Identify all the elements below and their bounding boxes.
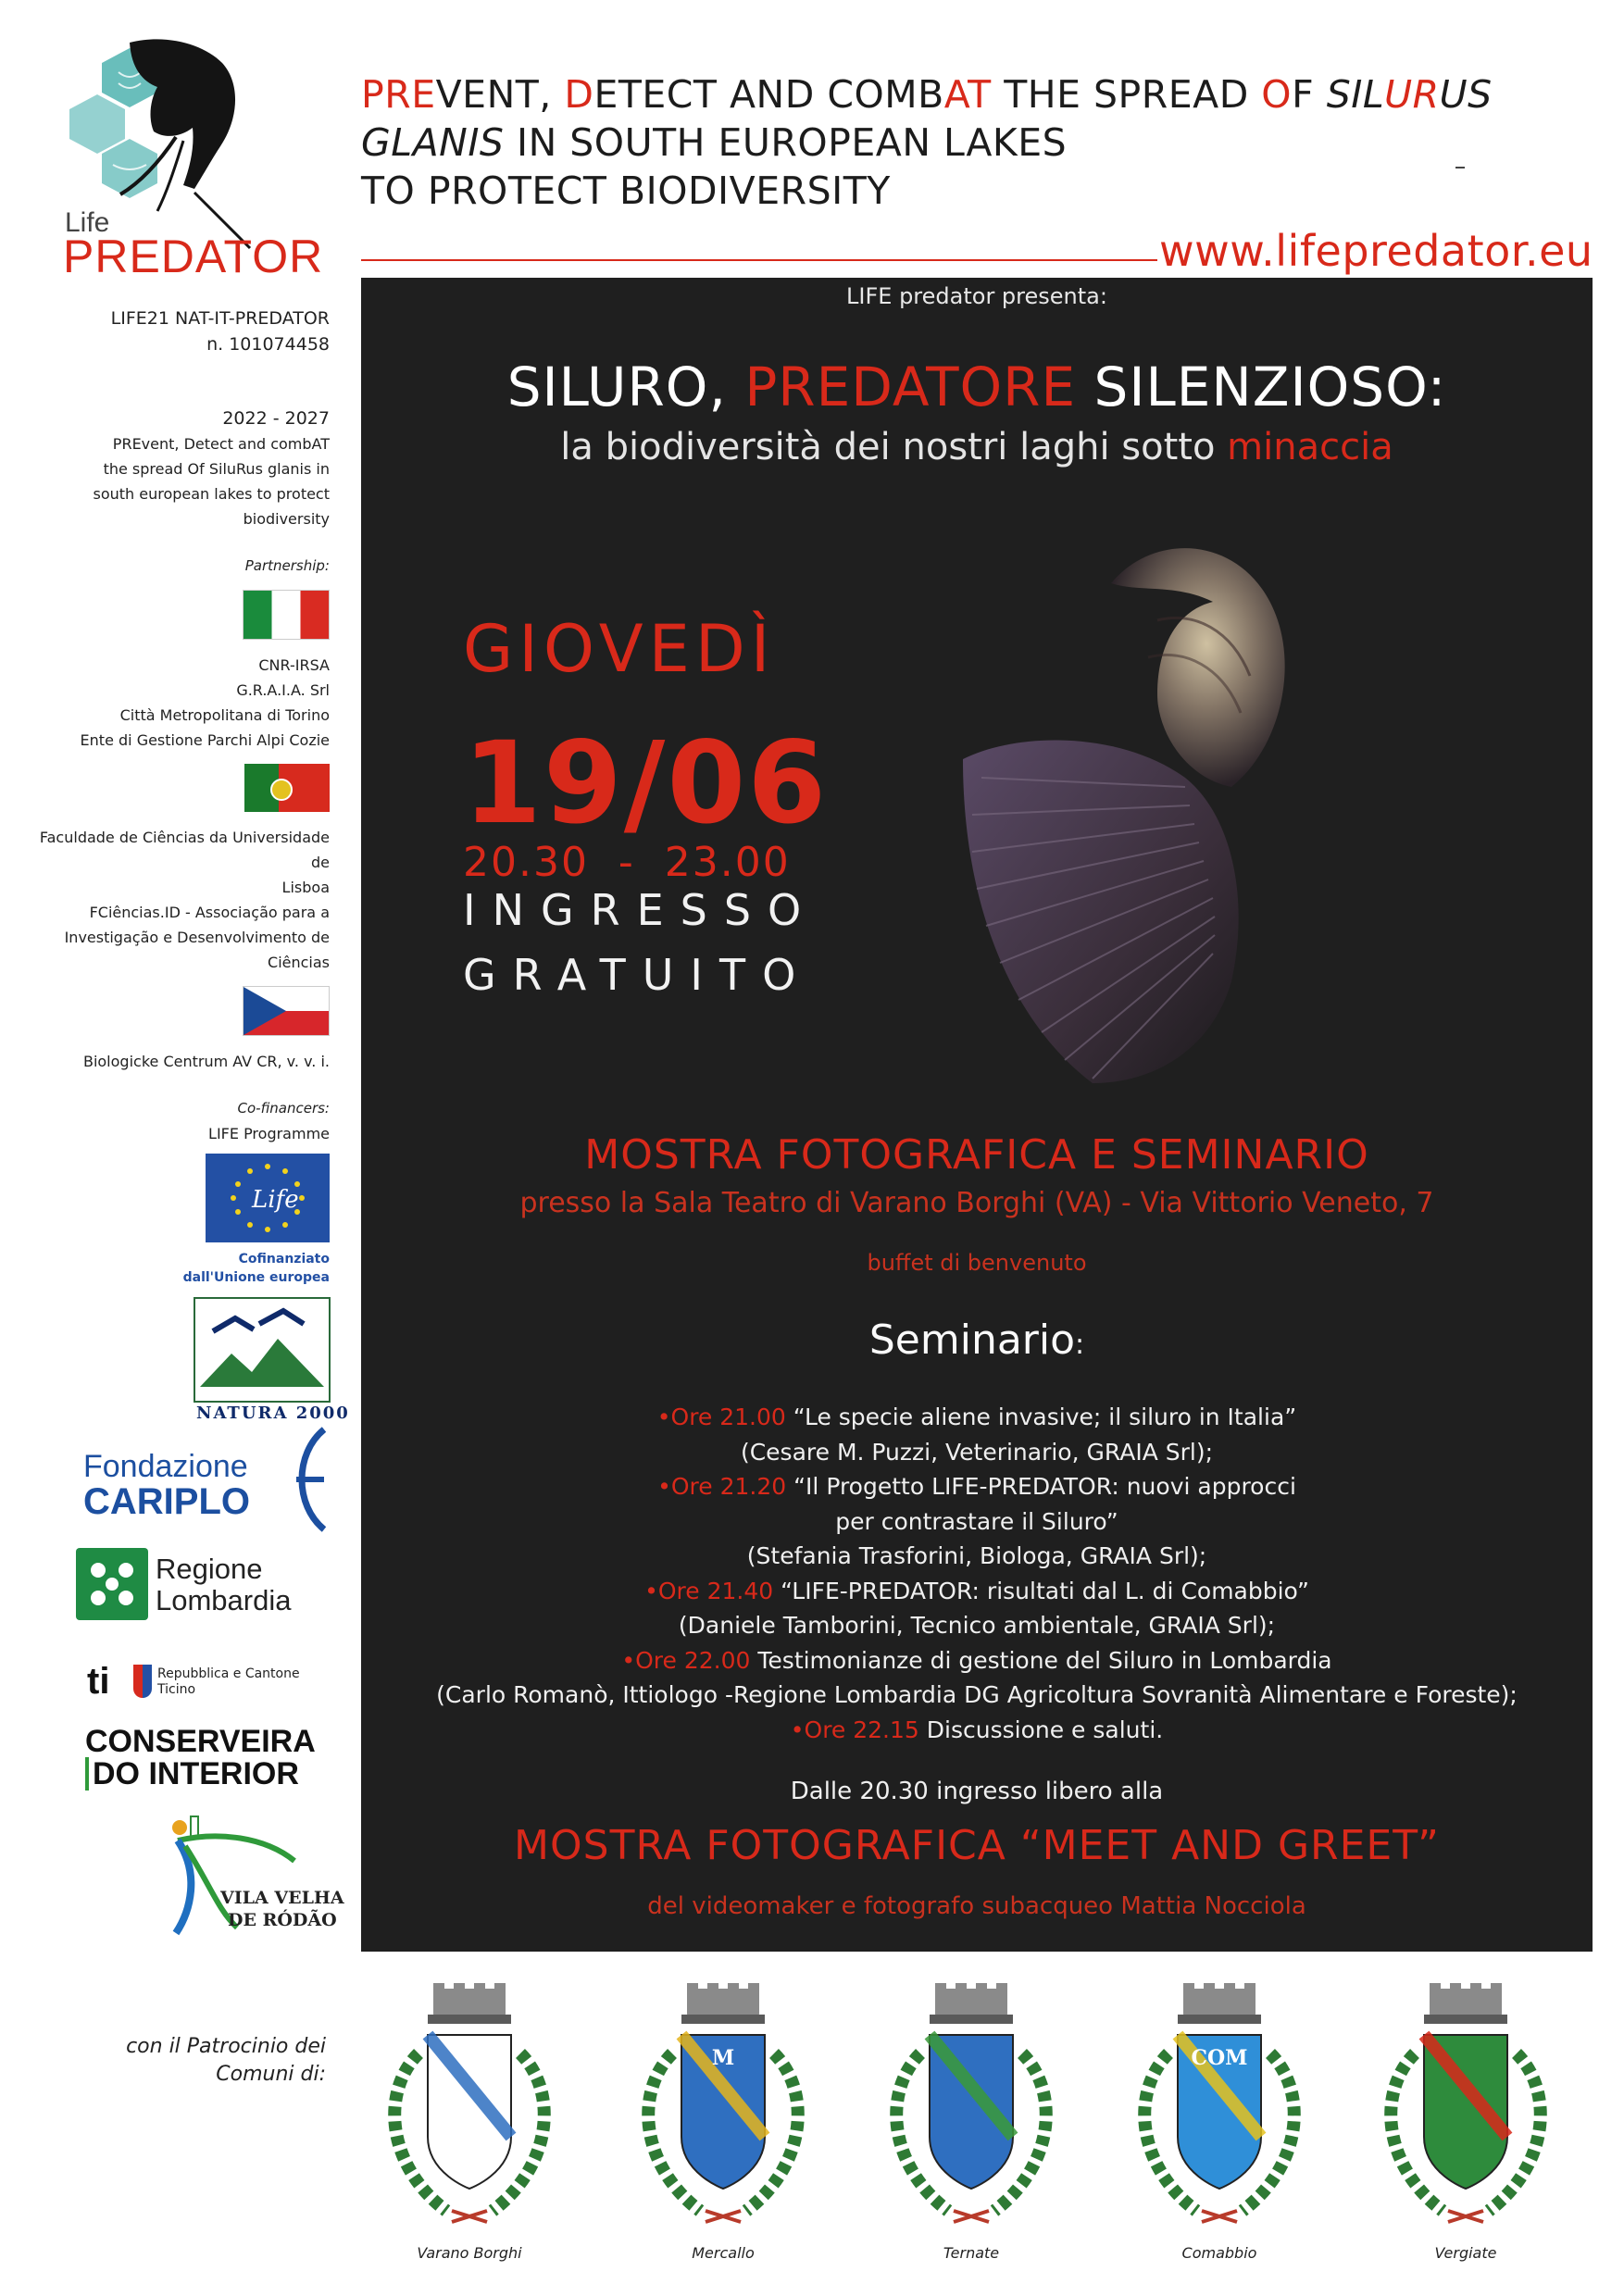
title-segment: UR bbox=[1384, 72, 1440, 117]
title-segment: IN SOUTH EUROPEAN LAKES bbox=[504, 120, 1068, 165]
partner-item: Biologicke Centrum AV CR, v. v. i. bbox=[82, 1053, 330, 1070]
program-text: (Cesare M. Puzzi, Veterinario, GRAIA Srl); bbox=[740, 1438, 1214, 1466]
summary-line: south european lakes to protect bbox=[93, 485, 330, 503]
project-title bbox=[361, 70, 1528, 215]
program-row bbox=[361, 1713, 1593, 1748]
program-text: per contrastare il Siluro” bbox=[835, 1507, 1118, 1535]
cofinancers-label: Co-financers: bbox=[237, 1100, 330, 1117]
buffet-note: buffet di benvenuto bbox=[867, 1250, 1087, 1276]
title-segment: O bbox=[1261, 72, 1293, 117]
event-date: 19/06 bbox=[463, 718, 829, 849]
program-text: “LIFE-PREDATOR: risultati dal L. di Comabbio” bbox=[773, 1577, 1309, 1604]
crest-ternate bbox=[874, 1979, 1068, 2257]
vila-velha-line: VILA VELHA bbox=[220, 1888, 344, 1908]
crest-letter: COM bbox=[1191, 2046, 1248, 2070]
program-row bbox=[361, 1504, 1593, 1540]
ticino-logo bbox=[19, 1661, 330, 1703]
bullet-icon: • bbox=[621, 1646, 636, 1674]
lombardia-rose-icon bbox=[76, 1548, 148, 1620]
event-day: GIOVEDÌ bbox=[463, 611, 776, 687]
natura-text: NATURA 2000 bbox=[196, 1404, 350, 1423]
title-segment: ETECT AND COMB bbox=[593, 72, 944, 117]
program-row bbox=[361, 1643, 1593, 1678]
patronage-label bbox=[56, 2033, 326, 2089]
title-segment: AT bbox=[943, 72, 992, 117]
italy-flag-icon bbox=[243, 590, 330, 640]
crest-varano-borghi bbox=[372, 1979, 567, 2257]
summary-line: PREvent, Detect and combAT bbox=[112, 435, 330, 453]
vila-velha-line: DE RÓDÃO bbox=[228, 1910, 337, 1930]
program-row bbox=[361, 1608, 1593, 1643]
program-text: (Stefania Trasforini, Biologa, GRAIA Srl); bbox=[746, 1542, 1207, 1569]
crest-name: Mercallo bbox=[692, 2244, 755, 2262]
partnership-label: Partnership: bbox=[244, 557, 330, 574]
event-time: 20.30 - 23.00 bbox=[463, 839, 791, 886]
event-poster bbox=[361, 278, 1593, 1952]
title-segment: VENT, bbox=[435, 72, 565, 117]
bullet-icon: • bbox=[644, 1577, 658, 1604]
life-programme-label: LIFE Programme bbox=[208, 1125, 330, 1142]
fondazione-cariplo-logo bbox=[19, 1450, 330, 1520]
bullet-icon: • bbox=[656, 1404, 671, 1430]
seminar-title-text: Seminario bbox=[868, 1316, 1076, 1364]
title-line-3: TO PROTECT BIODIVERSITY bbox=[361, 168, 891, 213]
natura-2000-logo bbox=[19, 1298, 350, 1429]
crest-name: Comabbio bbox=[1181, 2244, 1257, 2262]
program-row bbox=[361, 1678, 1593, 1713]
website-link[interactable]: www.lifepredator.eu bbox=[1159, 226, 1593, 276]
project-summary bbox=[19, 431, 330, 531]
patronage-line: Comuni di: bbox=[216, 2063, 326, 2086]
program-row bbox=[361, 1435, 1593, 1470]
event-subtitle-part: la biodiversità dei nostri laghi sotto bbox=[560, 426, 1228, 468]
ticino-text: Repubblica e Cantone bbox=[157, 1666, 300, 1681]
event-title-part: SILURO, bbox=[506, 356, 745, 418]
event-subtitle bbox=[361, 426, 1593, 468]
ticino-text: Ticino bbox=[157, 1682, 196, 1697]
patronage-line: con il Patrocinio dei bbox=[126, 2035, 326, 2058]
program-text: “Il Progetto LIFE-PREDATOR: nuovi approcci bbox=[786, 1473, 1296, 1500]
portugal-flag-icon bbox=[244, 764, 330, 812]
ticino-shield-icon bbox=[133, 1665, 152, 1698]
program-text: (Daniele Tamborini, Tecnico ambientale, GRAIA Srl); bbox=[678, 1612, 1276, 1639]
cariplo-line: Fondazione bbox=[83, 1449, 248, 1484]
partner-item: Investigação e Desenvolvimento de bbox=[64, 929, 330, 946]
bullet-icon: • bbox=[790, 1716, 805, 1743]
catfish-fin-photo bbox=[880, 509, 1398, 1111]
summary-line: the spread Of SiluRus glanis in bbox=[103, 460, 330, 478]
title-segment: THE SPREAD bbox=[991, 72, 1262, 117]
eu-caption: Cofinanziato bbox=[238, 1252, 330, 1267]
title-line-2 bbox=[361, 119, 1528, 167]
free-entry-line: GRATUITO bbox=[463, 950, 813, 1000]
seminar-title bbox=[361, 1316, 1593, 1364]
project-number: n. 101074458 bbox=[206, 334, 330, 355]
program-time: Ore 21.40 bbox=[657, 1577, 774, 1604]
program-time: Ore 22.00 bbox=[635, 1646, 751, 1674]
partner-item: FCiências.ID - Associação para a bbox=[89, 904, 330, 921]
eu-life-logo bbox=[19, 1154, 330, 1250]
title-segment: F bbox=[1292, 72, 1327, 117]
title-segment: PRE bbox=[361, 72, 436, 117]
program-text: (Carlo Romanò, Ittiologo -Regione Lombardia DG Agricoltura Sovranità Alimentare e Foreste); bbox=[436, 1681, 1518, 1708]
conserveira-line: CONSERVEIRA bbox=[85, 1724, 316, 1759]
crest-vergiate bbox=[1368, 1979, 1563, 2257]
partner-item: Ciências bbox=[268, 954, 330, 971]
crest-letter: M bbox=[711, 2046, 735, 2070]
crest-name: Vergiate bbox=[1434, 2244, 1497, 2262]
life-logo-text: Life bbox=[252, 1186, 299, 1214]
title-segment: SIL bbox=[1326, 72, 1385, 117]
program-text: “Le specie aliene invasive; il siluro in Italia” bbox=[785, 1404, 1297, 1430]
program-time: Ore 21.20 bbox=[670, 1473, 787, 1500]
program-text: Discussione e saluti. bbox=[918, 1716, 1164, 1743]
crest-name: Varano Borghi bbox=[417, 2244, 522, 2262]
title-segment: GLANIS bbox=[361, 120, 505, 165]
sidebar bbox=[19, 306, 350, 1939]
cariplo-line: CARIPLO bbox=[83, 1481, 250, 1522]
lombardia-line: Regione bbox=[156, 1553, 263, 1585]
crest-comabbio bbox=[1122, 1979, 1317, 2257]
event-title-part: SILENZIOSO: bbox=[1076, 356, 1447, 418]
bullet-icon: • bbox=[657, 1473, 671, 1500]
eu-caption: dall'Unione europea bbox=[182, 1270, 330, 1285]
partner-item: CNR-IRSA bbox=[258, 656, 330, 674]
project-period: 2022 - 2027 bbox=[222, 408, 330, 429]
program-time: Ore 22.15 bbox=[804, 1716, 919, 1743]
program-row bbox=[361, 1400, 1593, 1435]
title-line-1 bbox=[361, 70, 1528, 119]
summary-line: biodiversity bbox=[243, 510, 330, 528]
partner-item: Lisboa bbox=[281, 879, 330, 896]
lombardia-line: Lombardia bbox=[156, 1584, 292, 1616]
program-row bbox=[361, 1574, 1593, 1609]
free-entry-line: INGRESSO bbox=[463, 885, 818, 935]
ticino-mark: ti bbox=[87, 1661, 110, 1702]
presents-line: LIFE predator presenta: bbox=[846, 283, 1107, 309]
life-predator-logo bbox=[63, 35, 343, 282]
logo-life-text: Life bbox=[65, 207, 110, 238]
conserveira-line: DO INTERIOR bbox=[85, 1757, 330, 1791]
event-subtitle-highlight: minaccia bbox=[1227, 426, 1393, 468]
program-time: Ore 21.00 bbox=[670, 1404, 786, 1430]
crest-name: Ternate bbox=[943, 2244, 1000, 2262]
event-title bbox=[361, 356, 1593, 418]
exhibit-location: presso la Sala Teatro di Varano Borghi (VA) - Via Vittorio Veneto, 7 bbox=[519, 1187, 1434, 1219]
seminar-title-colon: : bbox=[1075, 1329, 1085, 1361]
vila-velha-logo bbox=[19, 1809, 344, 1939]
partner-item: G.R.A.I.A. Srl bbox=[236, 681, 330, 699]
czech-flag-icon bbox=[243, 986, 330, 1036]
seminar-program bbox=[361, 1400, 1593, 1747]
free-entry-note: Dalle 20.30 ingresso libero alla bbox=[790, 1778, 1164, 1805]
conserveira-logo bbox=[19, 1726, 330, 1791]
logo-predator-text: PREDATOR bbox=[63, 231, 324, 282]
partner-item: Città Metropolitana di Torino bbox=[119, 706, 330, 724]
exhibit-title: MOSTRA FOTOGRAFICA E SEMINARIO bbox=[584, 1131, 1369, 1179]
crest-mercallo bbox=[626, 1979, 820, 2257]
title-segment: US bbox=[1439, 72, 1493, 117]
partner-item: Ente di Gestione Parchi Alpi Cozie bbox=[80, 731, 330, 749]
event-title-highlight: PREDATORE bbox=[744, 356, 1077, 418]
partner-item: Faculdade de Ciências da Universidade de bbox=[39, 829, 330, 871]
project-code: LIFE21 NAT-IT-PREDATOR bbox=[110, 308, 330, 329]
regione-lombardia-logo bbox=[19, 1548, 330, 1626]
divider-dash bbox=[1455, 167, 1465, 168]
program-row bbox=[361, 1469, 1593, 1504]
header-divider bbox=[361, 259, 1157, 261]
program-row bbox=[361, 1539, 1593, 1574]
program-text: Testimonianze di gestione del Siluro in Lombardia bbox=[750, 1646, 1332, 1674]
title-segment: D bbox=[564, 72, 594, 117]
meet-and-greet-title: MOSTRA FOTOGRAFICA “MEET AND GREET” bbox=[514, 1822, 1440, 1869]
photographer-credit: del videomaker e fotografo subacqueo Mattia Nocciola bbox=[647, 1892, 1306, 1920]
